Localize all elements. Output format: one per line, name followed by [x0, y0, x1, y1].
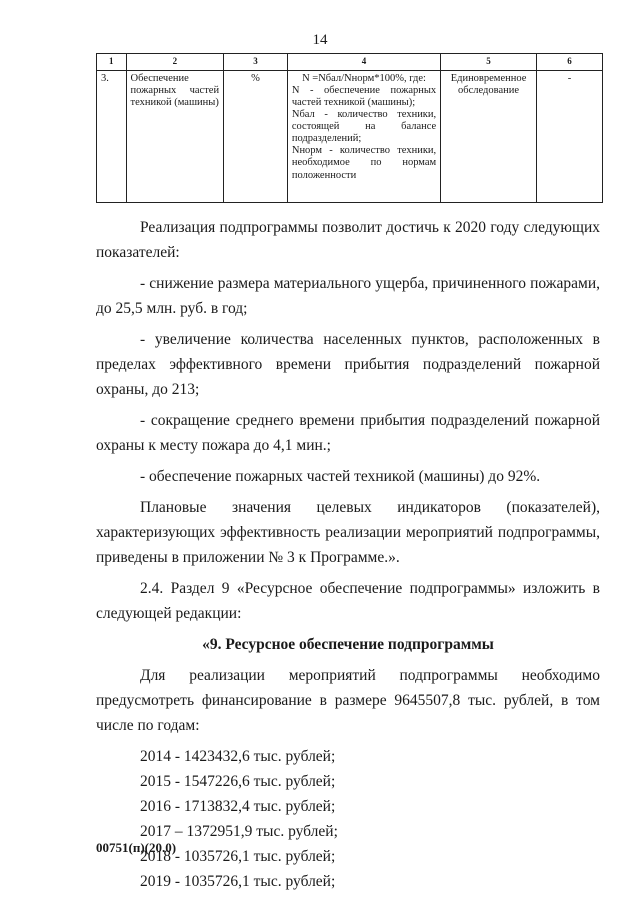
intro-paragraph: Реализация подпрограммы позволит достичь к 2020 году следующих показателей: — [96, 219, 600, 261]
financing-paragraph: Для реализации мероприятий подпрограммы необходимо предусмотреть финансирование в размере 9645507,8 тыс. рублей, в том числе по годам: — [96, 667, 600, 734]
year-item: 2015 - 1547226,6 тыс. рублей; — [140, 773, 336, 790]
method-cell: Единовременное обследование — [441, 71, 537, 203]
document-code: 00751(п)(20.0) — [96, 840, 177, 855]
formula-main: N =Nбал/Nнорм*100%, где: — [302, 73, 426, 84]
bullet-item: - снижение размера материального ущерба, причиненного пожарами, до 25,5 млн. руб. в год; — [96, 275, 600, 317]
formula-line: N - обеспечение пожарных частей техникой (машины); — [291, 85, 437, 109]
header-col-2: 2 — [126, 54, 224, 71]
table-header-row — [97, 54, 603, 71]
header-col-5: 5 — [441, 54, 537, 71]
header-col-1: 1 — [97, 54, 127, 71]
year-item: 2017 – 1372951,9 тыс. рублей; — [140, 823, 338, 840]
section-change-paragraph: 2.4. Раздел 9 «Ресурсное обеспечение подпрограммы» изложить в следующей редакции: — [96, 580, 600, 622]
table-row — [97, 71, 603, 203]
unit-cell: % — [224, 71, 288, 203]
header-col-6: 6 — [536, 54, 602, 71]
section-heading: «9. Ресурсное обеспечение подпрограммы — [202, 636, 494, 653]
indicator-table — [96, 53, 603, 203]
document-body — [96, 215, 600, 894]
bullet-item: - увеличение количества населенных пунктов, расположенных в пределах эффективного времени прибытия подразделений пожарной охраны, до 213; — [96, 331, 600, 398]
bullet-item: - сокращение среднего времени прибытия подразделений пожарной охраны к месту пожара до 4,1 мин.; — [96, 412, 600, 454]
row-number: 3. — [97, 71, 127, 203]
year-item: 2016 - 1713832,4 тыс. рублей; — [140, 798, 336, 815]
note-cell: - — [536, 71, 602, 203]
planned-values-paragraph: Плановые значения целевых индикаторов (показателей), характеризующих эффективность реализации мероприятий подпрограммы, приведены в приложении № 3 к Программе.». — [96, 499, 600, 566]
page-number: 14 — [312, 32, 328, 48]
formula-line: Nнорм - количество техники, необходимое по нормам положенности — [291, 145, 437, 181]
year-item: 2019 - 1035726,1 тыс. рублей; — [140, 873, 336, 890]
formula-line: Nбал - количество техники, состоящей на балансе подразделений; — [291, 109, 437, 145]
header-col-3: 3 — [224, 54, 288, 71]
indicator-name: Обеспечение пожарных частей техникой (машины) — [126, 71, 224, 203]
year-item: 2018 - 1035726,1 тыс. рублей; — [140, 848, 336, 865]
bullet-item: - обеспечение пожарных частей техникой (машины) до 92%. — [140, 468, 541, 485]
year-item: 2014 - 1423432,6 тыс. рублей; — [140, 748, 336, 765]
header-col-4: 4 — [287, 54, 440, 71]
formula-cell — [287, 71, 440, 203]
